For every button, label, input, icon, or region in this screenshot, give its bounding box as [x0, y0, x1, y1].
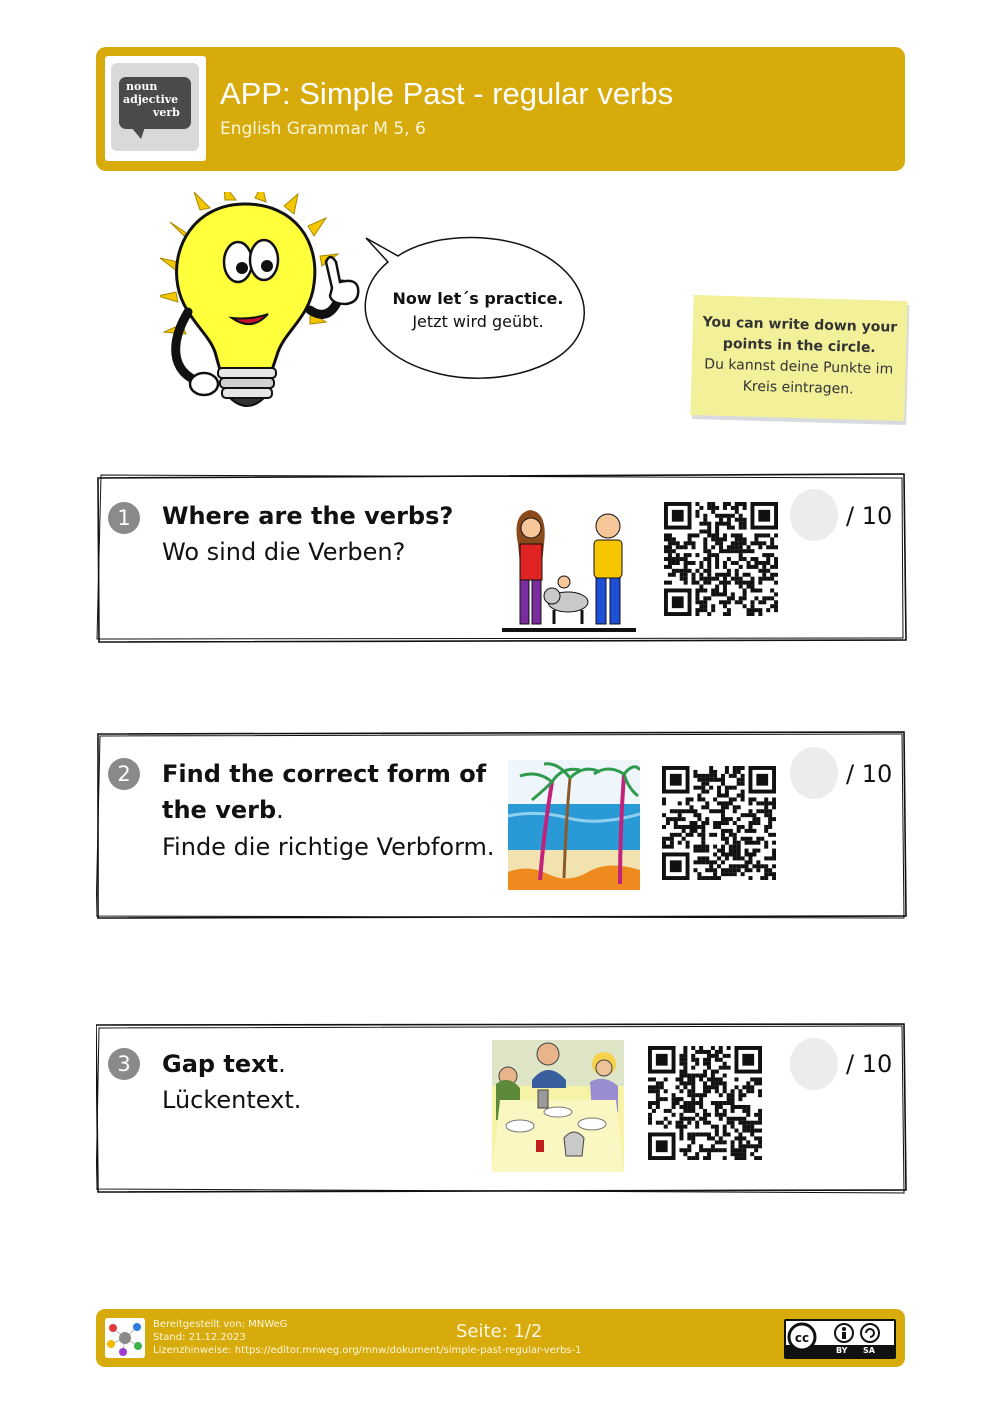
score-circle[interactable] [790, 747, 838, 799]
logo-word-verb: verb [153, 106, 180, 119]
score-total: / 10 [846, 760, 893, 788]
mnweg-logo-icon [105, 1318, 145, 1358]
family-dinner-illustration-icon [492, 1040, 624, 1172]
task-translation: Lückentext. [162, 1086, 302, 1114]
sticky-note-translation: Du kannst deine Punkte im Kreis eintragen. [704, 356, 894, 398]
score-total: / 10 [846, 1050, 893, 1078]
qr-code-icon[interactable] [664, 502, 778, 616]
beach-palms-illustration-icon [508, 760, 640, 890]
task-card-3 [96, 1022, 908, 1194]
sticky-note-bold: You can write down your points in the circle. [702, 314, 898, 357]
task-title: Find the correct form of the verb. [162, 760, 487, 824]
sticky-note [690, 295, 907, 421]
score-circle[interactable] [790, 1038, 838, 1090]
page-number: Seite: 1/2 [456, 1321, 543, 1342]
footer-provided-by: Bereitgestellt von: MNWeG [153, 1319, 288, 1330]
page-subtitle: English Grammar M 5, 6 [220, 119, 426, 139]
speech-bubble-bold: Now let´s practice. [392, 289, 564, 308]
task-card-2 [96, 730, 908, 920]
footer-date: Stand: 21.12.2023 [153, 1332, 246, 1343]
speech-bubble-translation: Jetzt wird geübt. [412, 312, 544, 331]
speech-bubble-icon [119, 77, 191, 129]
task-number-badge: 2 [108, 758, 140, 790]
task-translation: Wo sind die Verben? [162, 538, 406, 566]
logo-word-adjective: adjective [123, 93, 179, 106]
worksheet-logo [105, 56, 206, 161]
footer-bar [96, 1309, 905, 1367]
cc-sa-label: SA [863, 1346, 875, 1355]
task-number-badge: 1 [108, 502, 140, 534]
logo-word-noun: noun [126, 80, 158, 93]
page-title: APP: Simple Past - regular verbs [220, 76, 674, 111]
header-banner [96, 47, 905, 171]
task-number-badge: 3 [108, 1048, 140, 1080]
qr-code-icon[interactable] [648, 1046, 762, 1160]
speech-bubble-text [368, 287, 588, 333]
score-total: / 10 [846, 502, 893, 530]
footer-license-link[interactable]: Lizenzhinweise: https://editor.mnweg.org/mnw/dokument/simple-past-regular-verbs-1 [153, 1345, 582, 1356]
cc-by-label: BY [836, 1346, 848, 1355]
svg-text:cc: cc [794, 1331, 810, 1345]
task-card-1 [96, 472, 908, 644]
score-circle[interactable] [790, 489, 838, 541]
cc-license-badge[interactable] [784, 1319, 896, 1359]
qr-code-icon[interactable] [662, 766, 776, 880]
task-title: Gap text. [162, 1050, 286, 1078]
task-title: Where are the verbs? [162, 502, 454, 530]
task-translation: Finde die richtige Verbform. [162, 833, 495, 861]
family-with-dog-illustration-icon [502, 504, 636, 632]
